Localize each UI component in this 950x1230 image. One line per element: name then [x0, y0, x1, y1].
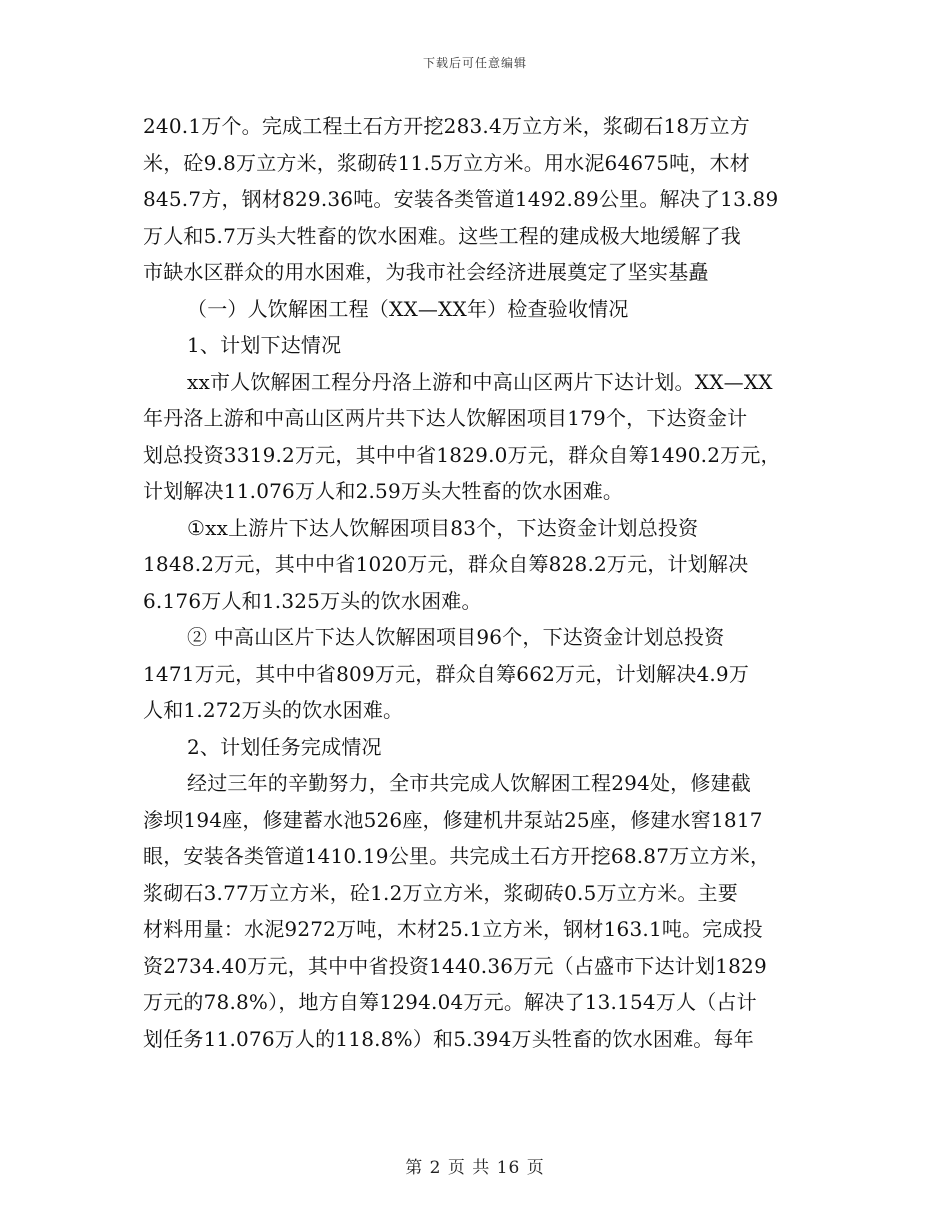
text-line: 经过三年的辛勤努力，全市共完成人饮解困工程294处，修建截 [187, 771, 751, 795]
text-line: 米，砼9.8万立方米，浆砌砖11.5万立方米。用水泥64675吨，木材 [143, 150, 750, 175]
text-line: 6.176万人和1.325万头的饮水困难。 [143, 588, 482, 613]
text-line: 1、计划下达情况 [187, 333, 342, 357]
text-line: 1848.2万元，其中中省1020万元，群众自筹828.2万元，计划解决 [143, 552, 749, 576]
text-line: 划任务11.076万人的118.8%）和5.394万头牲畜的饮水困难。每年 [143, 1026, 754, 1051]
text-line: 1471万元，其中中省809万元，群众自筹662万元，计划解决4.9万 [143, 661, 750, 686]
text-line: 浆砌石3.77万立方米，砼1.2万立方米，浆砌砖0.5万立方米。主要 [143, 880, 738, 905]
text-line: 眼，安装各类管道1410.19公里。共完成土石方开挖68.87万立方米， [143, 844, 771, 868]
text-line: 计划解决11.076万人和2.59万头大牲畜的饮水困难。 [143, 479, 624, 503]
page-header: 下载后可任意编辑 [422, 56, 527, 70]
text-line: 资2734.40万元，其中中省投资1440.36万元（占盛市下达计划1829 [143, 953, 767, 978]
text-line: 划总投资3319.2万元，其中中省1829.0万元，群众自筹1490.2万元， [143, 442, 781, 467]
text-line: 年丹洛上游和中高山区两片共下达人饮解困项目179个，下达资金计 [143, 406, 748, 430]
text-line: 240.1万个。完成工程土石方开挖283.4万立方米，浆砌石18万立方 [143, 114, 750, 138]
text-line: 845.7方，钢材829.36吨。安装各类管道1492.89公里。解决了13.89 [143, 187, 779, 211]
text-line: 市缺水区群众的用水困难，为我市社会经济进展奠定了坚实基矗 [143, 260, 709, 284]
text-line: ①xx上游片下达人饮解困项目83个，下达资金计划总投资 [187, 515, 699, 540]
text-line: ② 中高山区片下达人饮解困项目96个，下达资金计划总投资 [187, 625, 725, 649]
text-line: （一）人饮解困工程（XX—XX年）检查验收情况 [187, 296, 629, 321]
text-line: 渗坝194座，修建蓄水池526座，修建机井泵站25座，修建水窖1817 [143, 807, 763, 832]
page-footer: 第 2 页 共 16 页 [405, 1158, 545, 1178]
text-line: 2、计划任务完成情况 [187, 734, 382, 759]
text-line: 万人和5.7万头大牲畜的饮水困难。这些工程的建成极大地缓解了我 [143, 223, 742, 248]
text-line: 万元的78.8%），地方自筹1294.04万元。解决了13.154万人（占计 [143, 990, 757, 1014]
document-body [143, 108, 811, 1057]
text-line: 材料用量：水泥9272万吨，木材25.1立方米，钢材163.1吨。完成投 [143, 917, 763, 941]
text-line: 人和1.272万头的饮水困难。 [143, 698, 404, 722]
text-line: xx市人饮解困工程分丹洛上游和中高山区两片下达计划。XX—XX [187, 369, 773, 394]
